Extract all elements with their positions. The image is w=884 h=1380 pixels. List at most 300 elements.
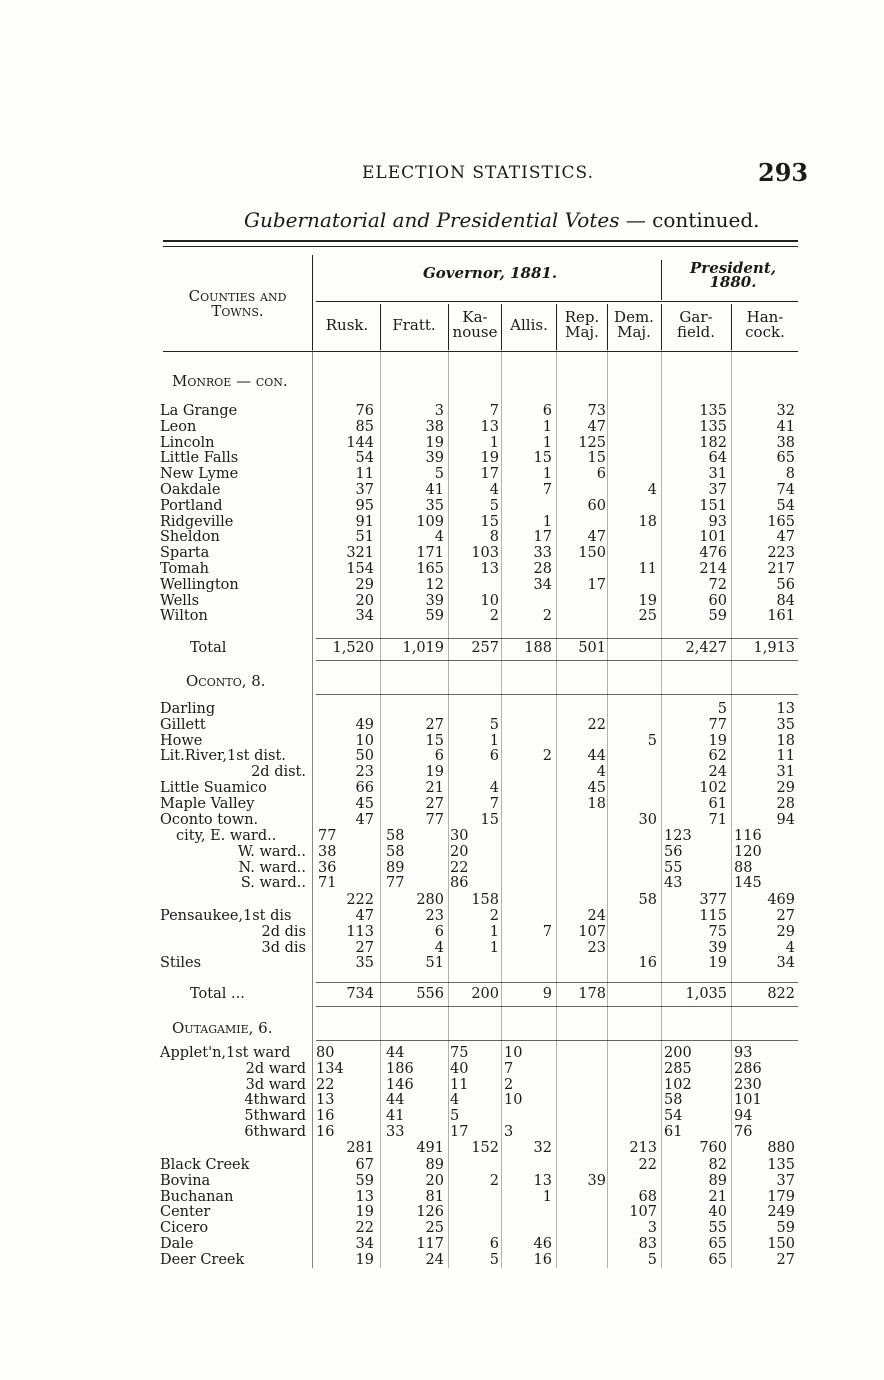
ward-row [0,1046,884,1061]
head-col-sep-7 [731,304,732,350]
cell-value: 145 [734,875,762,892]
cell-value: 134 [316,1060,344,1077]
cell-value: 58 [664,1092,683,1109]
cell-value: 1 [542,418,552,435]
cell-value: 22 [450,859,469,876]
cell-value: 109 [416,513,444,530]
cell-value: 67 [355,1157,374,1173]
cell-value: 66 [355,780,374,796]
cell-value: 56 [776,576,795,593]
table-row [0,578,884,593]
row-label: Lincoln [160,434,215,451]
cell-value: 34 [355,608,374,625]
cell-value: 16 [533,1251,552,1268]
cell-value: 222 [346,892,374,908]
cell-value: 24 [708,764,727,781]
col-fratt: Fratt. [392,316,436,334]
cell-value: 6 [489,748,499,765]
cell-value: 230 [734,1076,762,1093]
cell-value: 58 [386,843,405,860]
table-row [0,925,884,940]
cell-value: 6 [596,466,606,483]
col-dem-line2: Maj. [617,323,651,341]
cell-value: 257 [471,640,499,656]
ward-row [0,845,884,860]
cell-value: 13 [533,1172,552,1189]
cell-value: 1 [542,434,552,451]
row-label: New Lyme [160,466,239,483]
group-rule [316,301,798,302]
row-label: W. ward.. [237,843,306,860]
cell-value: 11 [355,466,374,483]
cell-value: 39 [708,939,727,956]
row-label: Little Suamico [160,780,267,796]
cell-value: 41 [386,1108,405,1125]
cell-value: 22 [355,1220,374,1237]
cell-value: 27 [776,1251,795,1268]
cell-value: 93 [708,513,727,530]
total-rule-bottom2 [316,1040,798,1041]
cell-value: 103 [471,545,499,562]
row-label: 4thward [244,1092,306,1109]
row-label: Portland [160,497,223,514]
ward-row [0,1109,884,1124]
cell-value: 3 [647,1220,657,1237]
cell-value: 117 [416,1236,444,1252]
section-outagamie: Outagamie, 6. [172,1019,273,1037]
cell-value: 34 [533,576,552,593]
cell-value: 158 [471,892,499,908]
cell-value: 116 [734,828,762,844]
table-row [0,404,884,419]
cell-value: 88 [734,859,753,876]
cell-value: 7 [542,482,552,498]
cell-value: 556 [416,986,444,1002]
row-label: Ridgeville [160,513,234,530]
running-head: ELECTION STATISTICS. [362,163,594,183]
cell-value: 1,913 [753,640,795,656]
cell-value: 38 [425,418,444,435]
row-label: 3d dis [261,939,306,956]
ward-row [0,876,884,891]
cell-value: 86 [450,875,469,892]
cell-value: 54 [776,497,795,514]
cell-value: 76 [355,403,374,419]
cell-value: 4 [785,939,795,956]
table-row [0,515,884,530]
cell-value: 214 [699,561,727,577]
cell-value: 17 [533,529,552,546]
row-label: Wilton [160,608,208,625]
total-rule-bottom [316,660,798,661]
cell-value: 21 [708,1188,727,1205]
cell-value: 10 [504,1045,523,1061]
table-row [0,718,884,733]
cell-value: 1,035 [685,986,727,1002]
row-label: La Grange [160,403,238,419]
cell-value: 29 [355,576,374,593]
cell-value: 8 [785,466,795,483]
cell-value: 213 [629,1140,657,1156]
cell-value: 4 [450,1092,460,1109]
cell-value: 4 [647,482,657,498]
cell-value: 125 [578,434,606,451]
cell-value: 33 [386,1124,405,1140]
cell-value: 47 [355,811,374,828]
cell-value: 2,427 [685,640,727,656]
cell-value: 39 [587,1172,606,1189]
cell-value: 20 [355,592,374,609]
cell-value: 10 [504,1092,523,1109]
section-monroe: Monroe — con. [172,372,288,390]
cell-value: 2 [489,608,499,625]
cell-value: 217 [767,561,795,577]
cell-value: 37 [776,1172,795,1189]
cell-value: 27 [425,716,444,733]
cell-value: 5 [434,466,444,483]
top-rule-thick [163,240,798,242]
cell-value: 107 [629,1204,657,1221]
cell-value: 7 [542,923,552,940]
cell-value: 45 [587,780,606,796]
cell-value: 39 [425,592,444,609]
cell-value: 1 [542,466,552,483]
row-label: 5thward [244,1108,306,1125]
cell-value: 44 [587,748,606,765]
cell-value: 89 [386,859,405,876]
cell-value: 19 [708,732,727,749]
table-row [0,546,884,561]
cell-value: 5 [450,1108,460,1125]
cell-value: 18 [638,513,657,530]
cell-value: 19 [355,1251,374,1268]
cell-value: 13 [355,1188,374,1205]
cell-value: 65 [708,1251,727,1268]
row-label: Lit.River,1st dist. [160,748,286,765]
table-row [0,797,884,812]
row-label: Center [160,1204,211,1221]
cell-value: 10 [355,732,374,749]
cell-value: 41 [776,418,795,435]
cell-value: 24 [425,1251,444,1268]
table-row [0,1221,884,1236]
table-row [0,451,884,466]
cell-value: 5 [489,716,499,733]
cell-value: 135 [699,403,727,419]
cell-value: 13 [316,1092,335,1109]
cell-value: 54 [664,1108,683,1125]
cell-value: 476 [699,545,727,562]
cell-value: 15 [533,450,552,467]
cell-value: 150 [767,1236,795,1252]
cell-value: 491 [416,1140,444,1156]
ward-row [0,1125,884,1140]
cell-value: 30 [450,828,469,844]
cell-value: 51 [355,529,374,546]
cell-value: 186 [386,1060,414,1077]
table-row [0,467,884,482]
cell-value: 7 [489,795,499,812]
cell-value: 15 [425,732,444,749]
counties-heading-line2: Towns. [211,302,264,320]
cell-value: 179 [767,1188,795,1205]
row-label: Pensaukee,1st dis [160,908,292,924]
cell-value: 62 [708,748,727,765]
cell-value: 101 [699,529,727,546]
cell-value: 1,019 [402,640,444,656]
cell-value: 47 [355,908,374,924]
row-label: Deer Creek [160,1251,245,1268]
cell-value: 11 [450,1076,469,1093]
cell-value: 146 [386,1076,414,1093]
cell-value: 11 [638,561,657,577]
cell-value: 91 [355,513,374,530]
cell-value: 61 [708,795,727,812]
cell-value: 2 [489,908,499,924]
cell-value: 6 [542,403,552,419]
row-label: 6thward [244,1124,306,1140]
table-row [0,420,884,435]
row-label: Buchanan [160,1188,234,1205]
cell-value: 27 [425,795,444,812]
cell-value: 38 [318,843,337,860]
cell-value: 71 [708,811,727,828]
head-divider-left [312,255,313,350]
cell-value: 19 [708,955,727,972]
cell-value: 17 [450,1124,469,1140]
row-label: Black Creek [160,1157,250,1173]
col-garfield [662,310,730,340]
cell-value: 15 [480,811,499,828]
row-label: 3d ward [245,1076,306,1093]
cell-value: 80 [316,1045,335,1061]
cell-value: 58 [638,892,657,908]
cell-value: 77 [318,828,337,844]
cell-value: 113 [346,923,374,940]
cell-value: 47 [776,529,795,546]
cell-value: 223 [767,545,795,562]
cell-value: 61 [664,1124,683,1140]
cell-value: 6 [434,923,444,940]
cell-value: 76 [734,1124,753,1140]
cell-value: 150 [578,545,606,562]
col-dem-maj [608,310,660,340]
col-rep-line1: Rep. [564,308,600,326]
cell-value: 171 [416,545,444,562]
row-label: Little Falls [160,450,239,467]
cell-value: 19 [425,764,444,781]
cell-value: 25 [425,1220,444,1237]
cell-value: 280 [416,892,444,908]
cell-value: 75 [450,1045,469,1061]
cell-value: 102 [699,780,727,796]
table-row [0,1190,884,1205]
cell-value: 4 [489,482,499,498]
cell-value: 31 [776,764,795,781]
head-col-sep-3 [501,304,502,350]
cell-value: 16 [638,955,657,972]
cell-value: 286 [734,1060,762,1077]
row-label: Darling [160,701,216,717]
cell-value: 4 [596,764,606,781]
cell-value: 2 [504,1076,514,1093]
row-label: Cicero [160,1220,209,1237]
cell-value: 5 [489,1251,499,1268]
head-divider-president [661,260,662,300]
cell-value: 200 [471,986,499,1002]
cell-value: 47 [587,529,606,546]
table-row [0,909,884,924]
cell-value: 89 [708,1172,727,1189]
head-col-sep-6 [661,304,662,350]
table-row [0,1205,884,1220]
cell-value: 65 [776,450,795,467]
subtitle-italic: Gubernatorial and Presidential Votes [244,208,620,232]
cell-value: 135 [699,418,727,435]
row-label: Howe [160,732,203,749]
cell-value: 71 [318,875,337,892]
cell-value: 74 [776,482,795,498]
cell-value: 1 [489,923,499,940]
cell-value: 77 [425,811,444,828]
cell-value: 89 [425,1157,444,1173]
cell-value: 40 [708,1204,727,1221]
row-label: 2d dis [261,923,306,940]
cell-value: 17 [480,466,499,483]
cell-value: 35 [425,497,444,514]
table-row [0,1174,884,1189]
total-row [0,641,884,656]
cell-value: 3 [434,403,444,419]
row-label: 2d dist. [251,764,306,781]
cell-value: 5 [647,1251,657,1268]
total-rule-top [316,638,798,639]
cell-value: 44 [386,1092,405,1109]
row-label: Stiles [160,955,202,972]
cell-value: 11 [776,748,795,765]
table-row [0,941,884,956]
president-heading-line1: President, [690,259,776,277]
cell-value: 126 [416,1204,444,1221]
cell-value: 60 [587,497,606,514]
counties-heading-line1: Counties and [188,287,287,305]
cell-value: 36 [318,859,337,876]
table-row [0,1253,884,1268]
cell-value: 55 [664,859,683,876]
cell-value: 107 [578,923,606,940]
table-row [0,562,884,577]
ward-row [0,861,884,876]
col-rusk: Rusk. [325,316,369,334]
cell-value: 2 [489,1172,499,1189]
cell-value: 83 [638,1236,657,1252]
cell-value: 5 [489,497,499,514]
table-row [0,749,884,764]
cell-value: 60 [708,592,727,609]
cell-value: 29 [776,923,795,940]
table-row [0,594,884,609]
cell-value: 49 [355,716,374,733]
cell-value: 24 [587,908,606,924]
cell-value: 59 [776,1220,795,1237]
cell-value: 37 [708,482,727,498]
table-row [0,956,884,971]
cell-value: 5 [717,701,727,717]
cell-value: 151 [699,497,727,514]
cell-value: 188 [524,640,552,656]
cell-value: 77 [708,716,727,733]
row-label: Wells [160,592,200,609]
cell-value: 165 [416,561,444,577]
page-subtitle [244,208,760,232]
cell-value: 34 [776,955,795,972]
cell-value: 32 [776,403,795,419]
cell-value: 22 [587,716,606,733]
row-label: Maple Valley [160,795,255,812]
subtotal-row [0,893,884,908]
cell-value: 56 [664,843,683,860]
head-col-sep-5 [607,304,608,350]
cell-value: 22 [316,1076,335,1093]
row-label: Total ... [190,986,245,1002]
cell-value: 82 [708,1157,727,1173]
cell-value: 43 [664,875,683,892]
cell-value: 144 [346,434,374,451]
cell-value: 120 [734,843,762,860]
total-row [0,987,884,1002]
cell-value: 154 [346,561,374,577]
ward-row [0,1062,884,1077]
head-bottom-rule [163,351,798,352]
cell-value: 1 [542,513,552,530]
cell-value: 13 [480,418,499,435]
row-label: Bovina [160,1172,211,1189]
cell-value: 101 [734,1092,762,1109]
cell-value: 94 [734,1108,753,1125]
cell-value: 47 [587,418,606,435]
head-col-sep-2 [448,304,449,350]
cell-value: 135 [767,1157,795,1173]
cell-value: 59 [355,1172,374,1189]
governor-group-heading: Governor, 1881. [422,264,558,282]
cell-value: 65 [708,1236,727,1252]
cell-value: 25 [638,608,657,625]
cell-value: 165 [767,513,795,530]
cell-value: 37 [355,482,374,498]
ward-row [0,1078,884,1093]
col-rep-maj [557,310,607,340]
cell-value: 84 [776,592,795,609]
cell-value: 77 [386,875,405,892]
cell-value: 4 [434,939,444,956]
table-row [0,1158,884,1173]
row-label: N. ward.. [238,859,306,876]
cell-value: 95 [355,497,374,514]
cell-value: 35 [355,955,374,972]
cell-value: 16 [316,1124,335,1140]
cell-value: 12 [425,576,444,593]
cell-value: 377 [699,892,727,908]
cell-value: 38 [776,434,795,451]
cell-value: 85 [355,418,374,435]
total-rule-top [316,982,798,983]
cell-value: 2 [542,748,552,765]
cell-value: 50 [355,748,374,765]
row-label: Sheldon [160,529,220,546]
cell-value: 321 [346,545,374,562]
cell-value: 2 [542,608,552,625]
cell-value: 102 [664,1076,692,1093]
